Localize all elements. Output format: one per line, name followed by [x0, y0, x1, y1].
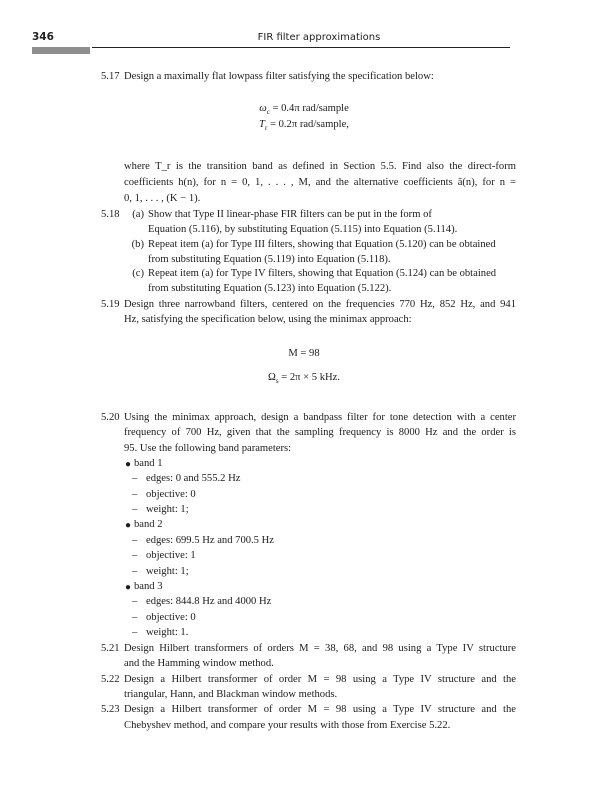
exercise-text-line: triangular, Hann, and Blackman window methods.	[124, 689, 338, 700]
equation-omega-c: $\omega_c = 0.4\pi$ rad/sample	[259, 103, 349, 117]
exercise-number: 5.19	[101, 299, 120, 310]
exercise-text-line: Design three narrowband filters, centered on the frequencies 770 Hz, 852 Hz, and 941	[124, 299, 516, 310]
item-text-a: Equation (5.116), by substituting Equation (5.115) into Equation (5.114).	[148, 224, 458, 235]
item-text-b: from substituting Equation (5.119) into Equation (5.118).	[148, 254, 391, 265]
band-weight: weight: 1;	[146, 504, 189, 515]
equation-sampling: $\Omega_s = 2\pi \times 5$ kHz.	[267, 372, 341, 386]
item-text-b: Repeat item (a) for Type III filters, showing that Equation (5.120) can be obtained	[148, 239, 496, 250]
dash-icon: –	[132, 566, 138, 577]
band-edges: edges: 699.5 Hz and 700.5 Hz	[146, 535, 274, 546]
exercise-text: Design a maximally flat lowpass filter satisfying the specification below:	[124, 71, 434, 82]
header-tab-bar	[32, 47, 90, 54]
exercise-number: 5.22	[101, 674, 120, 685]
dash-icon: –	[132, 473, 138, 484]
dash-icon: –	[132, 612, 138, 623]
exercise-number: 5.20	[101, 412, 120, 423]
band-name: band 2	[134, 519, 163, 530]
exercise-number: 5.17	[101, 71, 120, 82]
header-rule	[92, 47, 510, 48]
exercise-number: 5.18	[101, 209, 120, 220]
band-weight: weight: 1;	[146, 566, 189, 577]
item-label-c: (c)	[132, 268, 144, 279]
exercise-text-line: Design a Hilbert transformer of order M = 98 using a Type IV structure and the	[124, 674, 516, 685]
item-text-c: Repeat item (a) for Type IV filters, showing that Equation (5.124) can be obtained	[148, 268, 497, 279]
exercise-text-line: Using the minimax approach, design a bandpass filter for tone detection with a center	[124, 412, 516, 423]
exercise-text-line: Hz, satisfying the specification below, using the minimax approach:	[124, 314, 412, 325]
page-header	[0, 0, 608, 60]
band-edges: edges: 0 and 555.2 Hz	[146, 473, 241, 484]
exercise-text-line: Design a Hilbert transformer of order M = 98 using a Type IV structure and the	[124, 704, 516, 715]
exercise-text-line: frequency of 700 Hz, given that the sampling frequency is 8000 Hz and the order is	[124, 427, 516, 438]
exercise-text-line: Chebyshev method, and compare your results with those from Exercise 5.22.	[124, 720, 451, 731]
dash-icon: –	[132, 627, 138, 638]
equation-order: M = 98	[288, 348, 320, 359]
band-edges: edges: 844.8 Hz and 4000 Hz	[146, 596, 272, 607]
item-label-a: (a)	[132, 209, 144, 220]
item-text-c: from substituting Equation (5.123) into Equation (5.122).	[148, 283, 392, 294]
exercise-text-line: where T_r is the transition band as defined in Section 5.5. Find also the direct-form	[124, 161, 516, 172]
band-objective: objective: 0	[146, 612, 196, 623]
exercise-number: 5.23	[101, 704, 120, 715]
dash-icon: –	[132, 489, 138, 500]
band-name: band 3	[134, 581, 163, 592]
band-name: band 1	[134, 458, 163, 469]
exercise-text-line: 0, 1, . . . , (K − 1).	[124, 193, 201, 204]
bullet-icon: ●	[125, 459, 132, 470]
running-title: FIR filter approximations	[257, 32, 381, 43]
item-label-b: (b)	[131, 239, 144, 250]
exercise-text-line: and the Hamming window method.	[124, 658, 274, 669]
item-text-a: Show that Type II linear-phase FIR filters can be put in the form of	[148, 209, 432, 220]
dash-icon: –	[132, 535, 138, 546]
exercise-text-line: 95. Use the following band parameters:	[124, 443, 292, 454]
page-number: 346	[32, 31, 54, 43]
dash-icon: –	[132, 504, 138, 515]
exercise-text-line: coefficients h(n), for n = 0, 1, . . . , M, and the alternative coefficients ã(n), for n =	[124, 177, 516, 188]
band-weight: weight: 1.	[146, 627, 189, 638]
bullet-icon: ●	[125, 520, 132, 531]
band-objective: objective: 0	[146, 489, 196, 500]
dash-icon: –	[132, 550, 138, 561]
bullet-icon: ●	[125, 582, 132, 593]
band-objective: objective: 1	[146, 550, 196, 561]
exercise-text-line: Design Hilbert transformers of orders M = 38, 68, and 98 using a Type IV structure	[124, 643, 516, 654]
dash-icon: –	[132, 596, 138, 607]
equation-transition-band: $T_r = 0.2\pi$ rad/sample,	[259, 119, 349, 133]
exercise-number: 5.21	[101, 643, 120, 654]
